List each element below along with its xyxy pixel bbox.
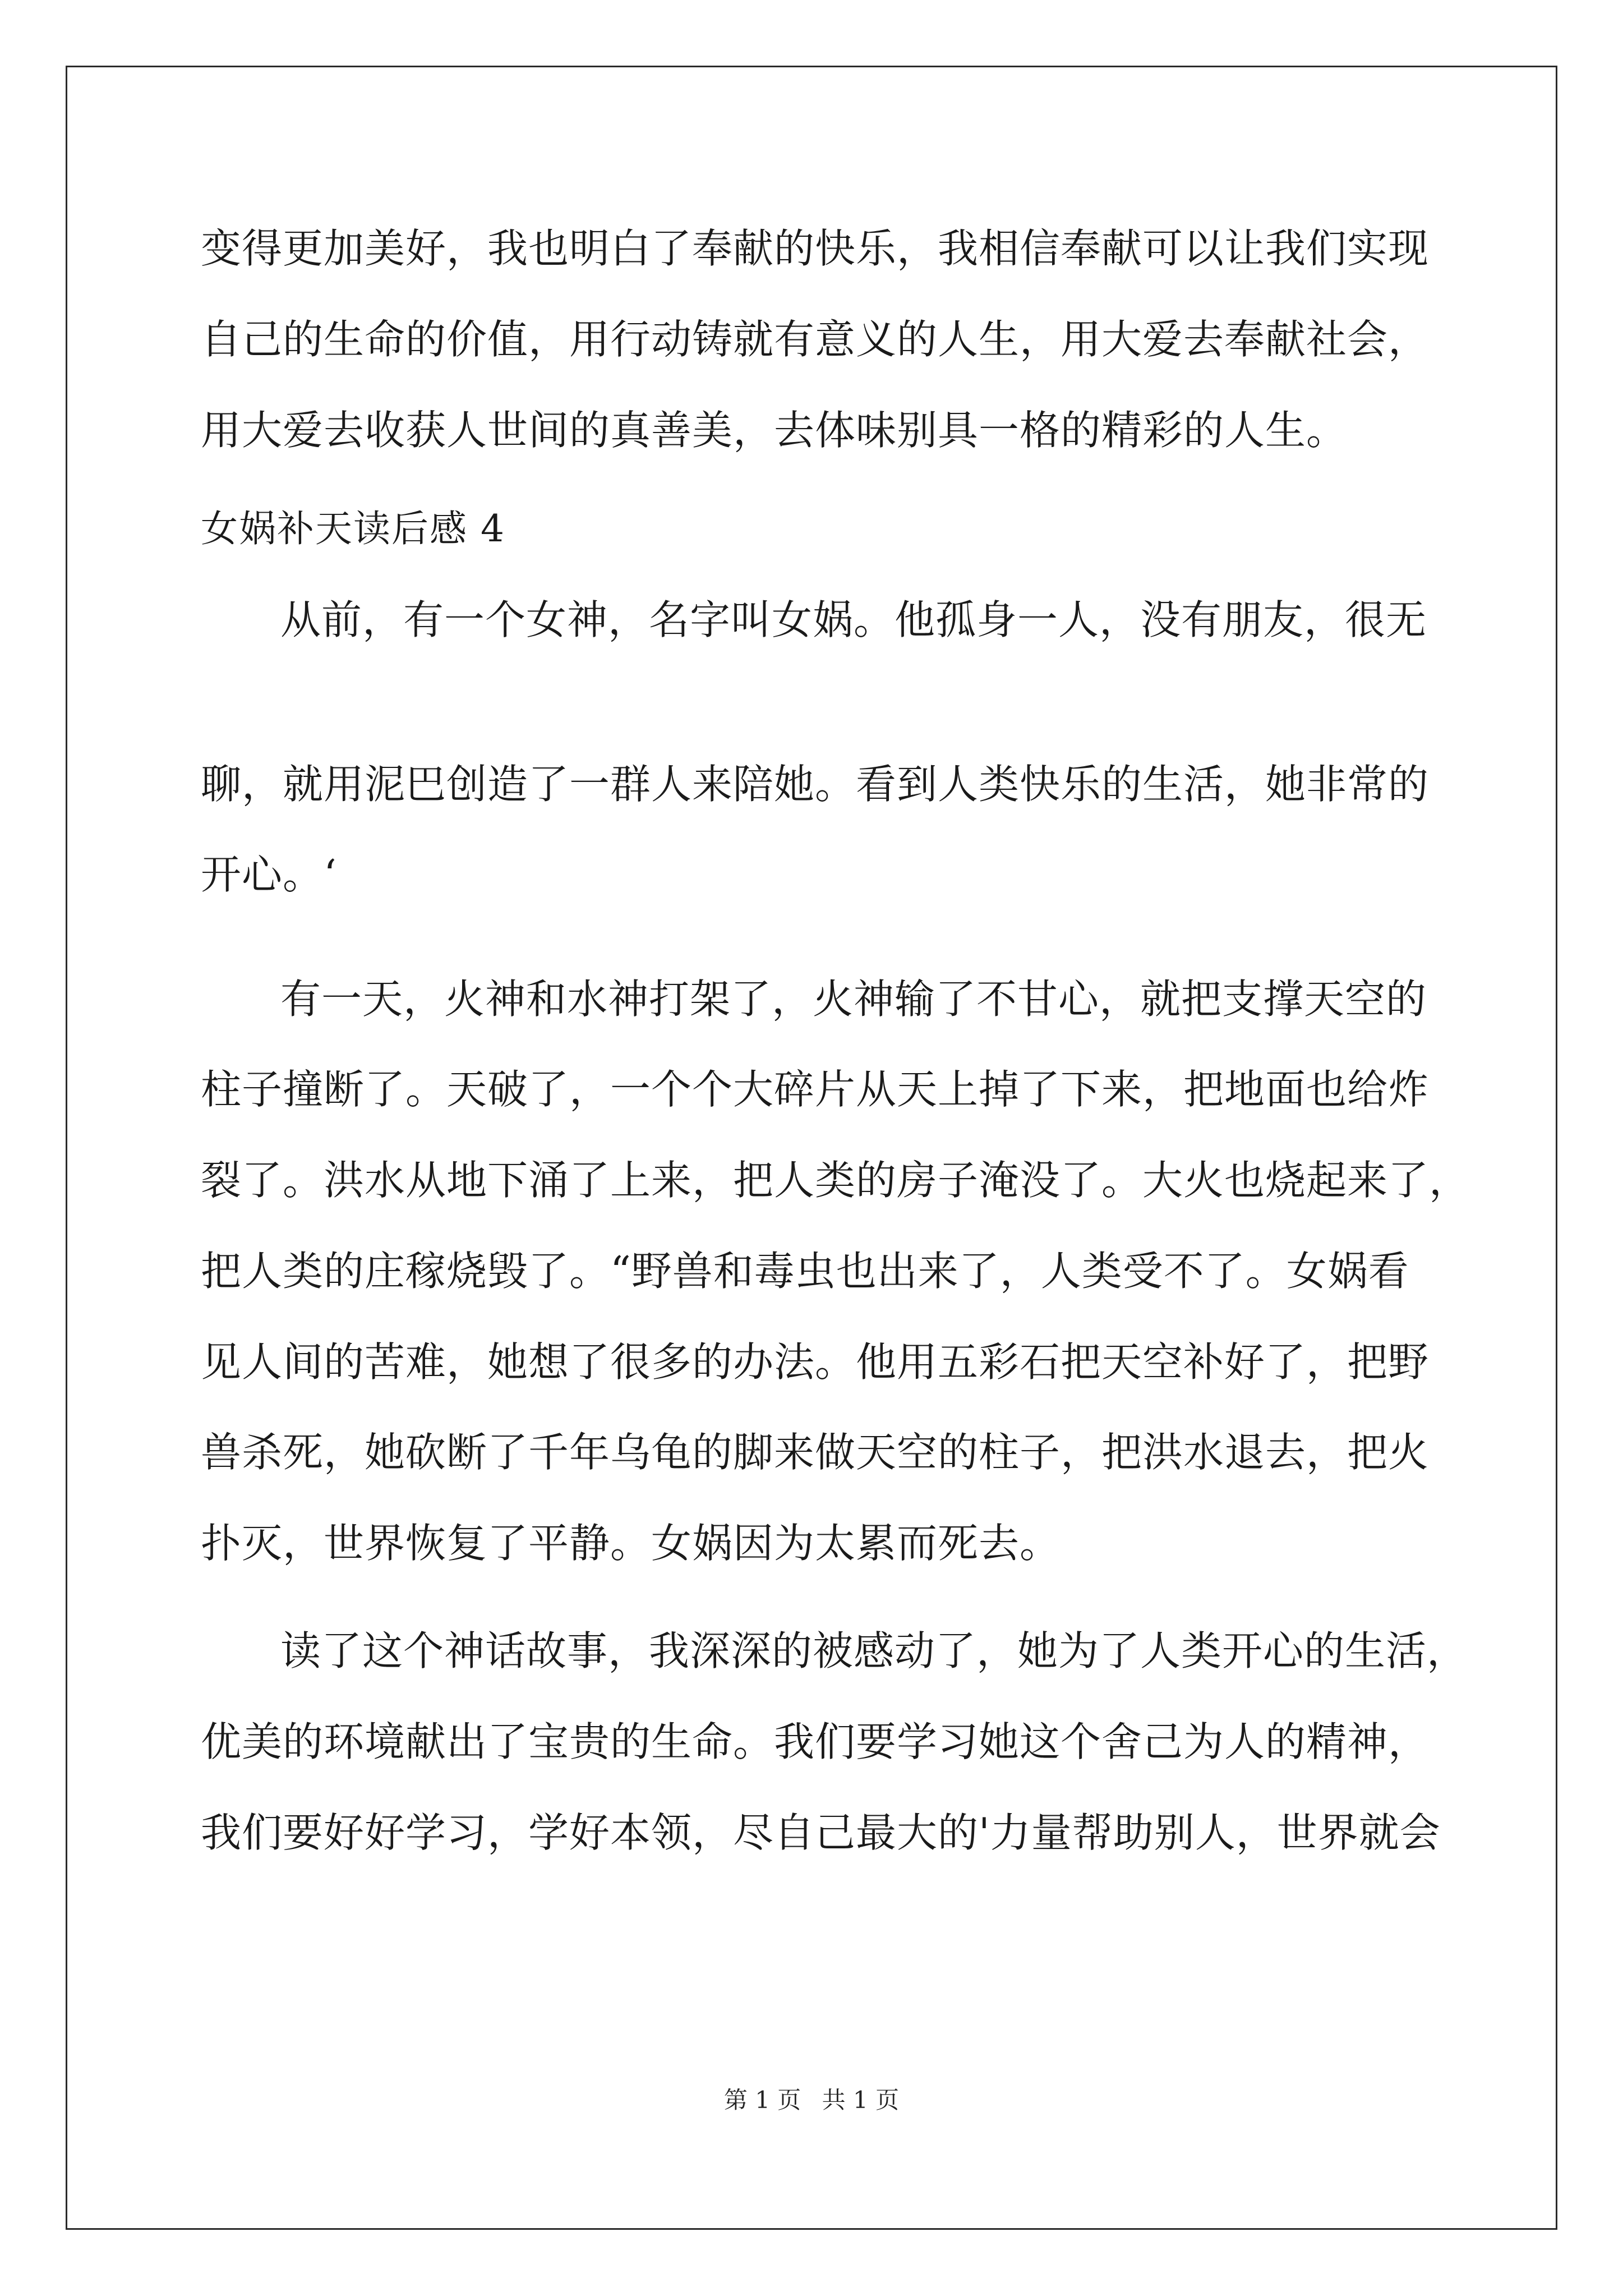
body-line: 我们要好好学习，学好本领，尽自己最大的'力量帮助别人，世界就会 (201, 1809, 1441, 1856)
body-line: 从前，有一个女神，名字叫女娲。他孤身一人，没有朋友，很无 (280, 596, 1427, 643)
body-line: 变得更加美好，我也明白了奉献的快乐，我相信奉献可以让我们实现 (201, 225, 1430, 272)
section-heading: 女娲补天读后感 4 (201, 507, 505, 550)
page-footer (0, 2085, 1623, 2116)
body-line: 裂了。洪水从地下涌了上来，把人类的房子淹没了。大火也烧起来了， (201, 1157, 1470, 1204)
body-line: 开心。‘ (201, 851, 337, 898)
body-line: 柱子撞断了。天破了，一个个大碎片从天上掉了下来，把地面也给炸 (201, 1066, 1430, 1113)
body-line: 自己的生命的价值，用行动铸就有意义的人生，用大爱去奉献社会， (201, 316, 1430, 363)
body-line: 扑灭，世界恢复了平静。女娲因为太累而死去。 (201, 1520, 1061, 1567)
body-line: 见人间的苦难，她想了很多的办法。他用五彩石把天空补好了，把野 (201, 1338, 1430, 1386)
body-line: 兽杀死，她砍断了千年乌龟的脚来做天空的柱子，把洪水退去，把火 (201, 1429, 1430, 1476)
page-border (66, 66, 1557, 2230)
page-number: 第 1 页 (723, 2086, 801, 2114)
body-line: 用大爱去收获人世间的真善美，去体味别具一格的精彩的人生。 (201, 407, 1348, 454)
body-line: 有一天，火神和水神打架了，火神输了不甘心，就把支撑天空的 (280, 976, 1427, 1023)
body-line: 把人类的庄稼烧毁了。“野兽和毒虫也出来了，人类受不了。女娲看 (201, 1248, 1409, 1295)
body-line: 优美的环境献出了宝贵的生命。我们要学习她这个舍己为人的精神， (201, 1718, 1430, 1765)
body-line: 聊，就用泥巴创造了一群人来陪她。看到人类快乐的生活，她非常的 (201, 761, 1430, 808)
page-total: 共 1 页 (822, 2086, 900, 2114)
body-line: 读了这个神话故事，我深深的被感动了，她为了人类开心的生活， (280, 1627, 1468, 1674)
